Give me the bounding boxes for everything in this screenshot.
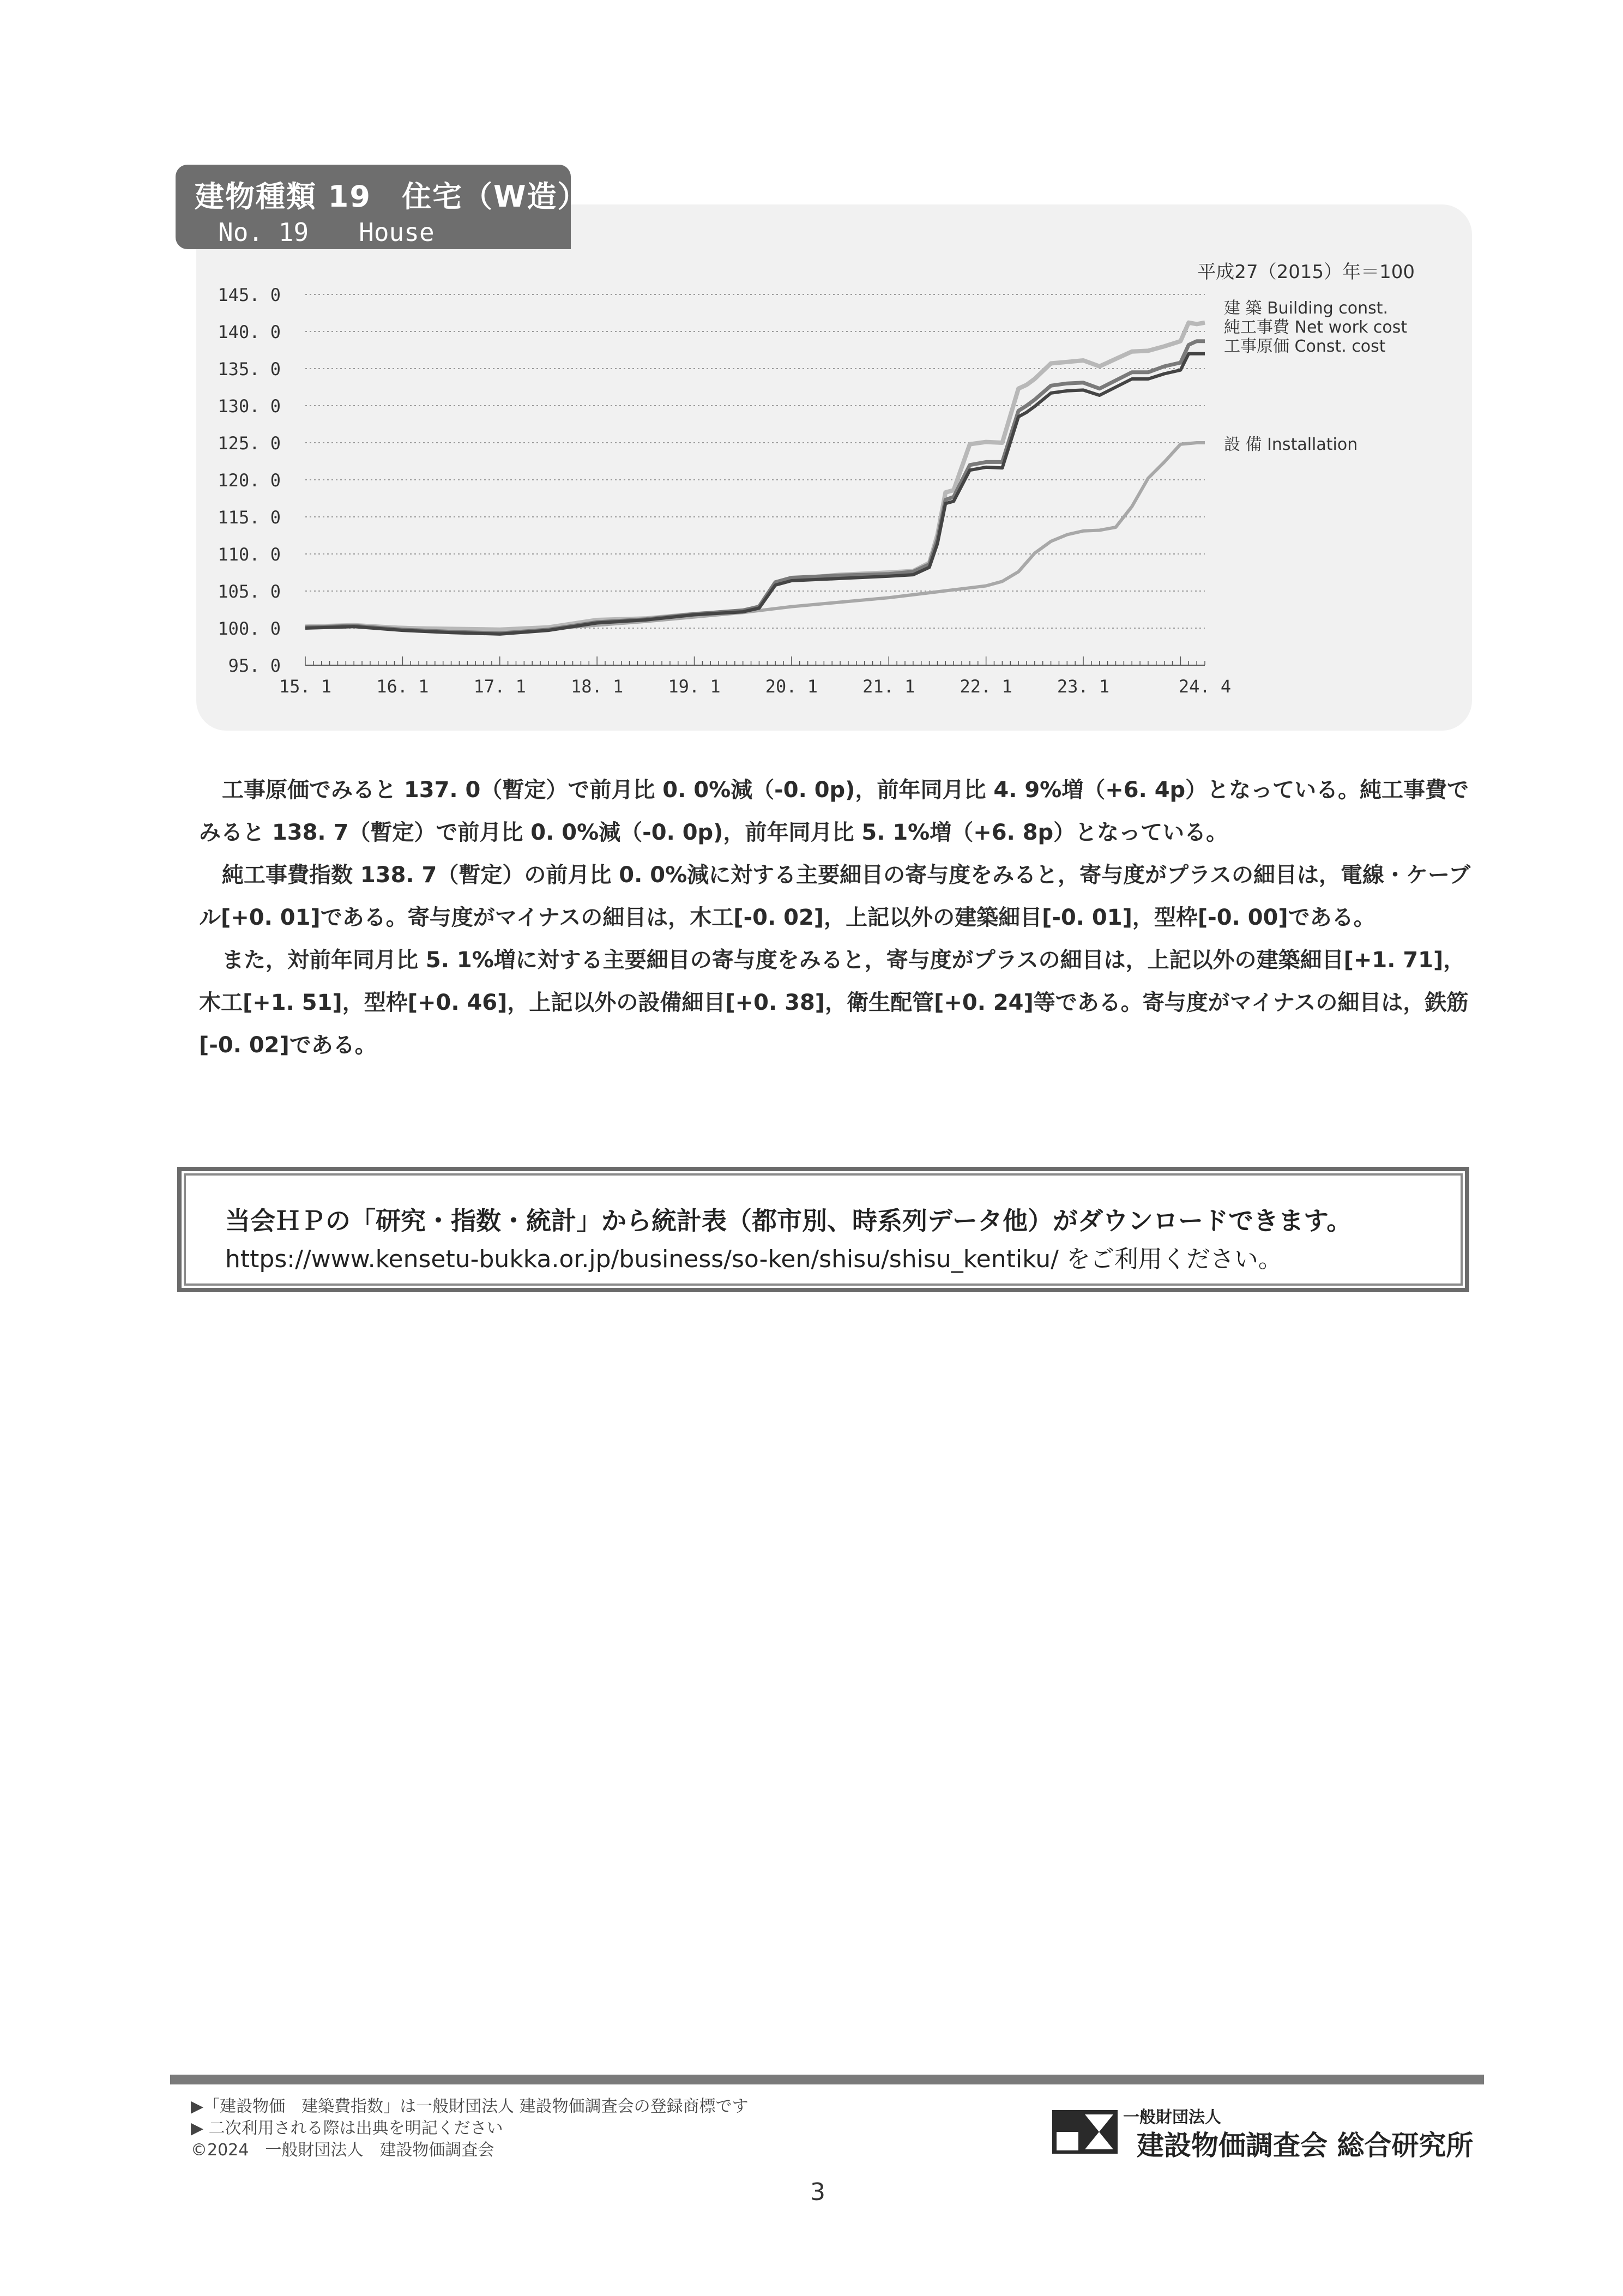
series-line [305,443,1205,630]
y-tick-label: 140. 0 [218,322,281,342]
building-type-header [176,165,588,249]
page-number: 3 [810,2178,825,2206]
y-tick-label: 115. 0 [218,507,281,528]
org-name: 建設物価調査会 総合研究所 [1137,2130,1474,2161]
download-notice-box [177,1167,1469,1292]
x-tick-label: 23. 1 [1057,676,1110,697]
x-tick-label: 15. 1 [279,676,332,697]
organization-logo-icon [1052,2110,1118,2154]
series-line [305,354,1205,634]
legend-entry: 建 築 Building const. [1224,299,1389,318]
y-tick-label: 130. 0 [218,396,281,417]
notice-url[interactable]: https://www.kensetu-bukka.or.jp/business/so-ken/shisu/shisu_kentiku/ をご利用ください。 [225,1245,1282,1273]
footer-trademark-note: ▶「建設物価 建築費指数」は一般財団法人 建設物価調査会の登録商標です [191,2097,749,2116]
x-tick-label: 19. 1 [668,676,721,697]
index-line-chart [196,204,1472,731]
footer-copyright: ©2024 一般財団法人 建設物価調査会 [191,2141,494,2160]
commentary-paragraph-3: また，対前年同月比 5. 1%増に対する主要細目の寄与度をみると，寄与度がプラスの細目は，上記以外の建築細目[+1. 71]，木工[+1. 51]，型枠[+0. 46]，上記以外の設備細目[+0. 38]，衛生配管[+0. 24]等である。寄与度がマイナスの細目は，鉄筋[-0. 02]である。 [199,948,1469,1058]
legend-entry: 純工事費 Net work cost [1224,318,1408,337]
y-tick-label: 100. 0 [218,618,281,639]
footer-rule [170,2075,1484,2084]
x-tick-label: 16. 1 [376,676,429,697]
base-year-note: 平成27（2015）年＝100 [1197,261,1415,283]
y-tick-label: 135. 0 [218,359,281,379]
notice-line-1: 当会ＨＰの「研究・指数・統計」から統計表（都市別、時系列データ他）がダウンロードできます。 [225,1206,1352,1236]
commentary [199,769,1480,1066]
y-tick-label: 120. 0 [218,470,281,491]
x-tick-label: 20. 1 [765,676,818,697]
commentary-paragraph-2: 純工事費指数 138. 7（暫定）の前月比 0. 0%減に対する主要細目の寄与度をみると，寄与度がプラスの細目は，電線・ケーブル[+0. 01]である。寄与度がマイナスの細目は，木工[-0. 02]，上記以外の建築細目[-0. 01]，型枠[-0. 00]である。 [199,863,1470,930]
org-type-label: 一般財団法人 [1123,2108,1221,2127]
x-tick-label: 21. 1 [862,676,915,697]
header-title-en: No. 19 House [218,218,435,247]
y-tick-label: 110. 0 [218,544,281,565]
footer-citation-note: ▶ 二次利用される際は出典を明記ください [191,2119,503,2138]
x-tick-label: 22. 1 [960,676,1012,697]
y-tick-label: 145. 0 [218,285,281,305]
y-tick-label: 105. 0 [218,581,281,602]
series-line [305,341,1205,634]
x-tick-label: 24. 4 [1178,676,1232,697]
commentary-paragraph-1: 工事原価でみると 137. 0（暫定）で前月比 0. 0%減（-0. 0p)，前年同月比 4. 9%増（+6. 4p）となっている。純工事費でみると 138. 7（暫定）で前月比 0. 0%減（-0. 0p)，前年同月比 5. 1%増（+6. 8p）となっている。 [199,778,1469,845]
header-title-ja: 建物種類 19 住宅（W造） [195,179,588,214]
y-tick-label: 95. 0 [228,655,281,676]
y-tick-label: 125. 0 [218,433,281,454]
x-tick-label: 18. 1 [570,676,624,697]
legend-entry: 設 備 Installation [1224,435,1358,454]
legend-entry: 工事原価 Const. cost [1224,337,1386,356]
x-tick-label: 17. 1 [473,676,526,697]
